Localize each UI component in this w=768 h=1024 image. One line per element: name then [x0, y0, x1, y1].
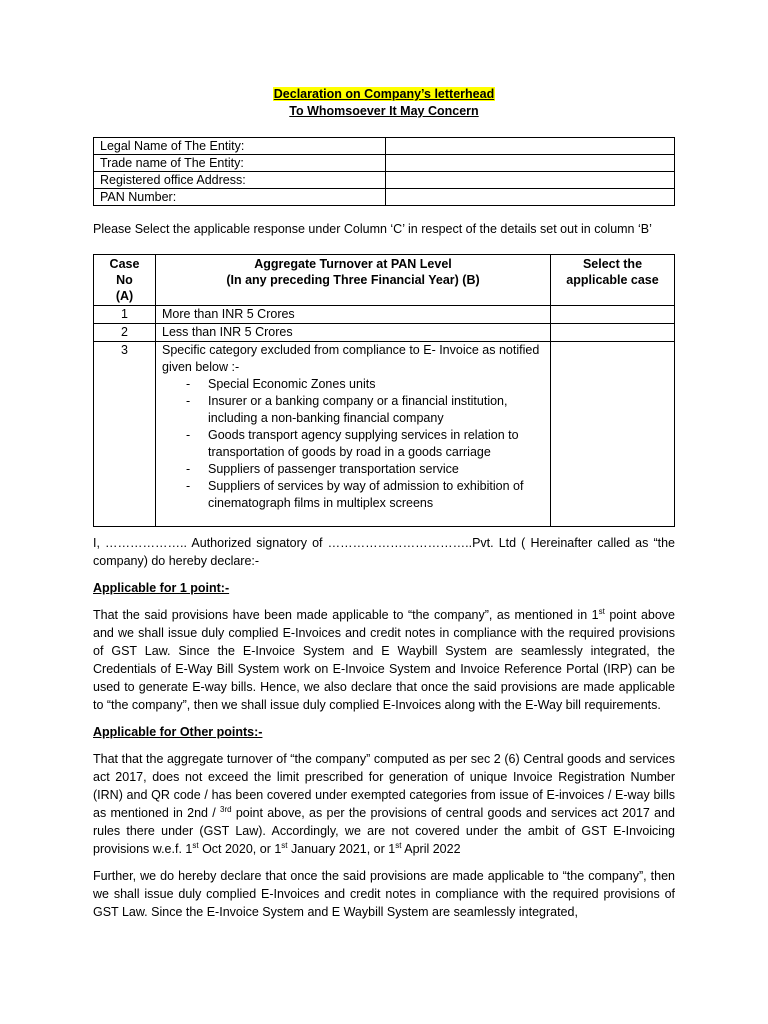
case-number: 3 — [94, 342, 156, 527]
col-case-no-header — [94, 255, 156, 306]
bullet-dash: - — [186, 377, 191, 391]
section-heading-point-1: Applicable for 1 point:- — [93, 581, 230, 595]
header-line: Aggregate Turnover at PAN Level — [254, 257, 452, 271]
table-row — [94, 306, 675, 324]
declaration-intro: I, ……………….. Authorized signatory of ……………………………..Pvt. Ltd ( Hereinafter called as “the company) do hereby declare:- — [93, 536, 675, 568]
entity-label: Trade name of The Entity: — [94, 155, 386, 172]
select-case-cell[interactable] — [551, 324, 675, 342]
superscript: st — [598, 606, 605, 616]
superscript: st — [395, 840, 402, 850]
entity-label: Legal Name of The Entity: — [94, 138, 386, 155]
list-item — [162, 393, 544, 427]
bullet-dash: - — [186, 394, 191, 408]
text-run: Oct 2020, or 1 — [198, 842, 282, 856]
select-case-cell[interactable] — [551, 342, 675, 527]
entity-label: PAN Number: — [94, 189, 386, 206]
list-item-text: Suppliers of passenger transportation service — [208, 462, 459, 476]
list-item-text: Goods transport agency supplying services in relation to transportation of goods by road in a goods carriage — [208, 428, 519, 459]
list-item-text: Insurer or a banking company or a financial institution, including a non-banking financial company — [208, 394, 508, 425]
superscript: 3rd — [220, 804, 232, 814]
paragraph-other-points — [93, 750, 675, 858]
section-heading-other-points: Applicable for Other points:- — [93, 725, 263, 739]
trade-name-field[interactable] — [386, 155, 675, 172]
excluded-categories-list — [162, 376, 544, 512]
table-row — [94, 324, 675, 342]
text-run: April 2022 — [401, 842, 461, 856]
bullet-dash: - — [186, 428, 191, 442]
registered-address-field[interactable] — [386, 172, 675, 189]
text-run: point above and we shall issue duly complied E-Invoices and credit notes in compliance with the required provisions of GST Law. Since the E-Invoice System and E Waybill System are seamlessly integrated, the Credentials of E-Way Bill System work on E-Invoice System and Invoice Reference Portal (IRP) can be used to generate E-way bills. Hence, we also declare that once the said provisions are made applicable to “the company”, then we shall issue duly complied E-Invoices along with the E-Way bill requirements. — [93, 608, 675, 712]
bullet-dash: - — [186, 462, 191, 476]
superscript: st — [281, 840, 288, 850]
header-line: Case No — [109, 257, 140, 287]
list-item-text: Special Economic Zones units — [208, 377, 376, 391]
table-row — [94, 155, 675, 172]
list-item-text: Suppliers of services by way of admission to exhibition of cinematograph films in multiplex screens — [208, 479, 524, 510]
list-item — [162, 376, 544, 393]
header-line: applicable case — [566, 273, 659, 287]
page-subtitle: To Whomsoever It May Concern — [289, 104, 479, 118]
superscript: st — [192, 840, 199, 850]
case-number: 1 — [94, 306, 156, 324]
header-line: (A) — [115, 289, 134, 303]
col-turnover-header — [156, 255, 551, 306]
case-description: More than INR 5 Crores — [156, 306, 551, 324]
case-description-cell — [156, 342, 551, 527]
col-select-header — [551, 255, 675, 306]
paragraph-point-1 — [93, 606, 675, 714]
text-run: January 2021, or 1 — [287, 842, 396, 856]
list-item — [162, 461, 544, 478]
list-item — [162, 427, 544, 461]
legal-name-field[interactable] — [386, 138, 675, 155]
header-line: (In any preceding Three Financial Year) (B) — [226, 273, 480, 287]
instruction-text: Please Select the applicable response under Column ‘C’ in respect of the details set out in column ‘B’ — [93, 222, 652, 236]
paragraph-further: Further, we do hereby declare that once the said provisions are made applicable to “the company”, then we shall issue duly complied E-Invoices and credit notes in compliance with the required provisions of GST Law. Since the E-Invoice System and E Waybill System are seamlessly integrated, — [93, 869, 675, 919]
case-selection-table — [93, 254, 675, 527]
bullet-dash: - — [186, 479, 191, 493]
list-item — [162, 478, 544, 512]
page-title: Declaration on Company’s letterhead — [273, 87, 495, 101]
text-run: That that the aggregate turnover of “the company” computed as per sec 2 (6) Central goods and services act 2017, does not exceed the limit prescribed for generation of unique Invoice Registration Number (IRN) and QR code / has been covered under exempted categories from issue of E-invoices / E-way bills as mentioned in 2nd / — [93, 752, 675, 820]
table-row — [94, 189, 675, 206]
header-line: Select the — [582, 257, 643, 271]
case-number: 2 — [94, 324, 156, 342]
table-header-row — [94, 255, 675, 306]
case-description: Less than INR 5 Crores — [156, 324, 551, 342]
pan-number-field[interactable] — [386, 189, 675, 206]
text-run: point above, as per the provisions of central goods and services act 2017 and rules there under (GST Law). Accordingly, we are not covered under the ambit of GST E-Invoicing provisions w.e.f. 1 — [93, 806, 676, 856]
case-description: Specific category excluded from compliance to E- Invoice as notified given below :- — [162, 343, 540, 374]
select-case-cell[interactable] — [551, 306, 675, 324]
table-row — [94, 342, 675, 527]
declaration-body — [93, 534, 675, 930]
entity-label: Registered office Address: — [94, 172, 386, 189]
table-row — [94, 172, 675, 189]
text-run: That the said provisions have been made applicable to “the company”, as mentioned in 1 — [93, 608, 599, 622]
entity-details-table — [93, 137, 675, 206]
title-block — [0, 86, 768, 120]
table-row — [94, 138, 675, 155]
